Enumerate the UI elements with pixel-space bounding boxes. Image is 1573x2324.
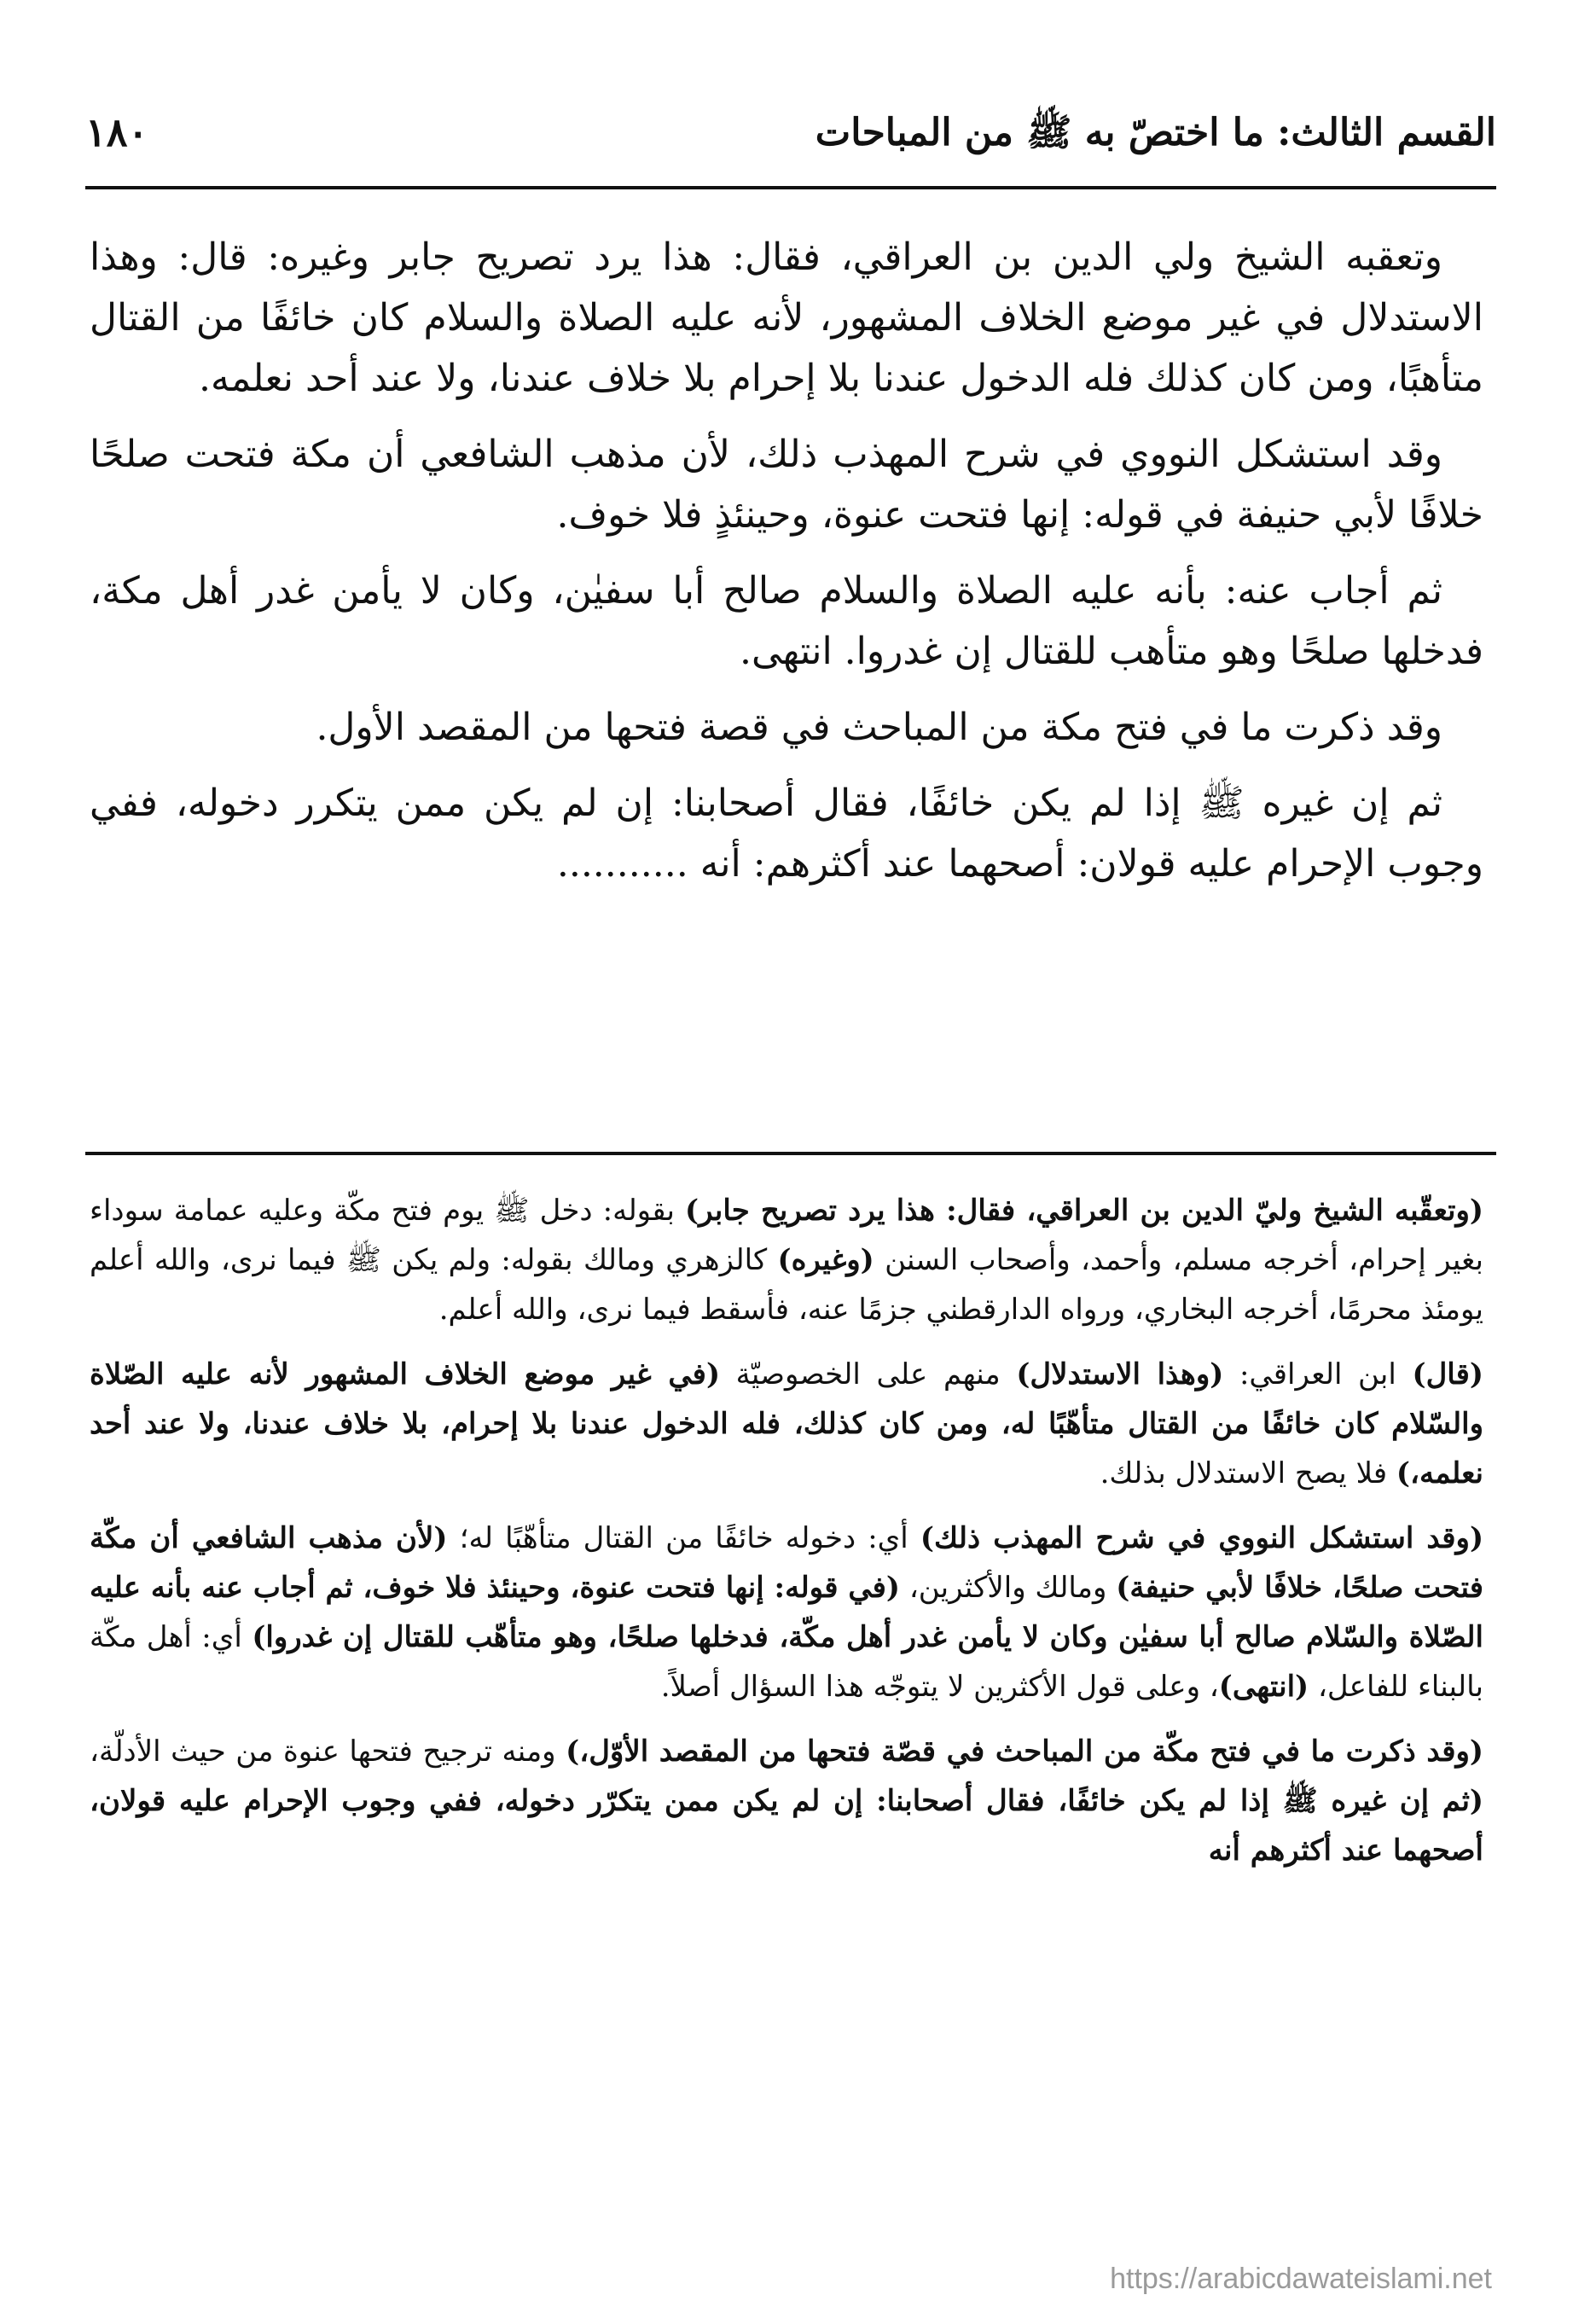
main-paragraph: وقد استشكل النووي في شرح المهذب ذلك، لأن مذهب الشافعي أن مكة فتحت صلحًا خلافًا لأبي حنيفة في قوله: إنها فتحت عنوة، وحينئذٍ فلا خوف. <box>90 433 1483 537</box>
paragraph-text: ثم إن غيره ﷺ إذا لم يكن خائفًا، فقال أصحابنا: إن لم يكن ممن يتكرر دخوله، ففي وجوب الإحرام عليه قولان: أصحهما عند أكثرهم: أنه <box>90 781 1483 886</box>
commentary-text: بقوله: دخل ﷺ يوم فتح مكّة وعليه عمامة سوداء بغير إحرام، أخرجه مسلم، وأحمد، وأصحاب السنن <box>90 1194 1483 1277</box>
commentary-text: منهم على الخصوصيّة <box>735 1357 1001 1391</box>
running-header <box>85 109 1496 181</box>
header-divider <box>85 186 1496 189</box>
commentary-section <box>90 1186 1483 2235</box>
commentary-text: كالزهري ومالك بقوله: ولم يكن ﷺ فيما نرى، والله أعلم يومئذ محرمًا، أخرجه البخاري، ورواه الدارقطني جزمًا عنه، فأسقط فيما نرى، والله أعلم. <box>90 1243 1483 1327</box>
commentary-text: ابن العراقي: <box>1239 1357 1396 1391</box>
page-number: ١٨٠ <box>85 109 149 155</box>
commentary-paragraph <box>90 1186 1483 1334</box>
commentary-divider <box>85 1152 1496 1155</box>
main-paragraph: ثم أجاب عنه: بأنه عليه الصلاة والسلام صالح أبا سفيٰن، وكان لا يأمن غدر أهل مكة، فدخلها صلحًا وهو متأهب للقتال إن غدروا. انتهى. <box>90 569 1483 673</box>
commentary-paragraph <box>90 1727 1483 1875</box>
commentary-paragraph <box>90 1514 1483 1711</box>
commentary-text: أي: دخوله خائفًا من القتال متأهّبًا له؛ <box>459 1521 908 1555</box>
quoted-text: (وغيره) <box>777 1243 874 1277</box>
quoted-text: (في قوله: إنها فتحت عنوة، وحينئذ فلا خوف، ثم أجاب عنه بأنه عليه الصّلاة والسّلام صالح أبا سفيٰن وكان لا يأمن غدر أهل مكّة، فدخلها صلحًا، وهو متأهّب للقتال إن غدروا) <box>90 1571 1483 1654</box>
commentary-text: ومنه ترجيح فتحها عنوة من حيث الأدلّة، <box>90 1734 556 1769</box>
commentary-paragraph <box>90 1350 1483 1498</box>
quoted-text: (وهذا الاستدلال) <box>1016 1357 1224 1391</box>
main-text <box>90 227 1483 1110</box>
main-paragraph: وقد ذكرت ما في فتح مكة من المباحث في قصة فتحها من المقصد الأول. <box>316 706 1442 749</box>
continuation-dots: ........... <box>556 842 688 886</box>
quoted-text: (في غير موضع الخلاف المشهور لأنه عليه الصّلاة والسّلام كان خائفًا من القتال متأهّبًا له، ومن كان كذلك، فله الدخول عندنا بلا إحرام، بلا خلاف عندنا، ولا عند أحد نعلمه،) <box>90 1357 1483 1490</box>
commentary-text: ، وعلى قول الأكثرين لا يتوجّه هذا السؤال أصلاً. <box>660 1670 1219 1704</box>
quoted-text: (لأن مذهب الشافعي أن مكّة فتحت صلحًا، خلافًا لأبي حنيفة) <box>90 1521 1483 1605</box>
commentary-text: أي: أهل مكّة بالبناء للفاعل، <box>90 1620 1483 1704</box>
commentary-text: فلا يصح الاستدلال بذلك. <box>1100 1456 1388 1490</box>
quoted-text: (وقد استشكل النووي في شرح المهذب ذلك) <box>920 1521 1483 1555</box>
section-title: القسم الثالث: ما اختصّ به ﷺ من المباحات <box>815 111 1496 154</box>
quoted-text: (ثم إن غيره ﷺ إذا لم يكن خائفًا، فقال أصحابنا: إن لم يكن ممن يتكرّر دخوله، ففي وجوب الإحرام عليه قولان، أصحهما عند أكثرهم أنه <box>90 1784 1483 1868</box>
quoted-text: (وتعقّبه الشيخ وليّ الدين بن العراقي، فقال: هذا يرد تصريح جابر) <box>685 1194 1483 1228</box>
main-paragraph: وتعقبه الشيخ ولي الدين بن العراقي، فقال: هذا يرد تصريح جابر وغيره: قال: وهذا الاستدلال في غير موضع الخلاف المشهور، لأنه عليه الصلاة والسلام كان خائفًا من القتال متأهبًا، ومن كان كذلك فله الدخول عندنا بلا إحرام بلا خلاف عندنا، ولا عند أحد نعلمه. <box>90 235 1483 400</box>
main-paragraph <box>90 773 1483 894</box>
commentary-text: ومالك والأكثرين، <box>908 1571 1107 1605</box>
quoted-text: (قال) <box>1412 1357 1483 1391</box>
source-watermark: https://arabicdawateislami.net <box>1110 2263 1492 2295</box>
quoted-text: (وقد ذكرت ما في فتح مكّة من المباحث في قصّة فتحها من المقصد الأوّل،) <box>566 1734 1483 1769</box>
quoted-text: (انتهى) <box>1218 1670 1309 1704</box>
